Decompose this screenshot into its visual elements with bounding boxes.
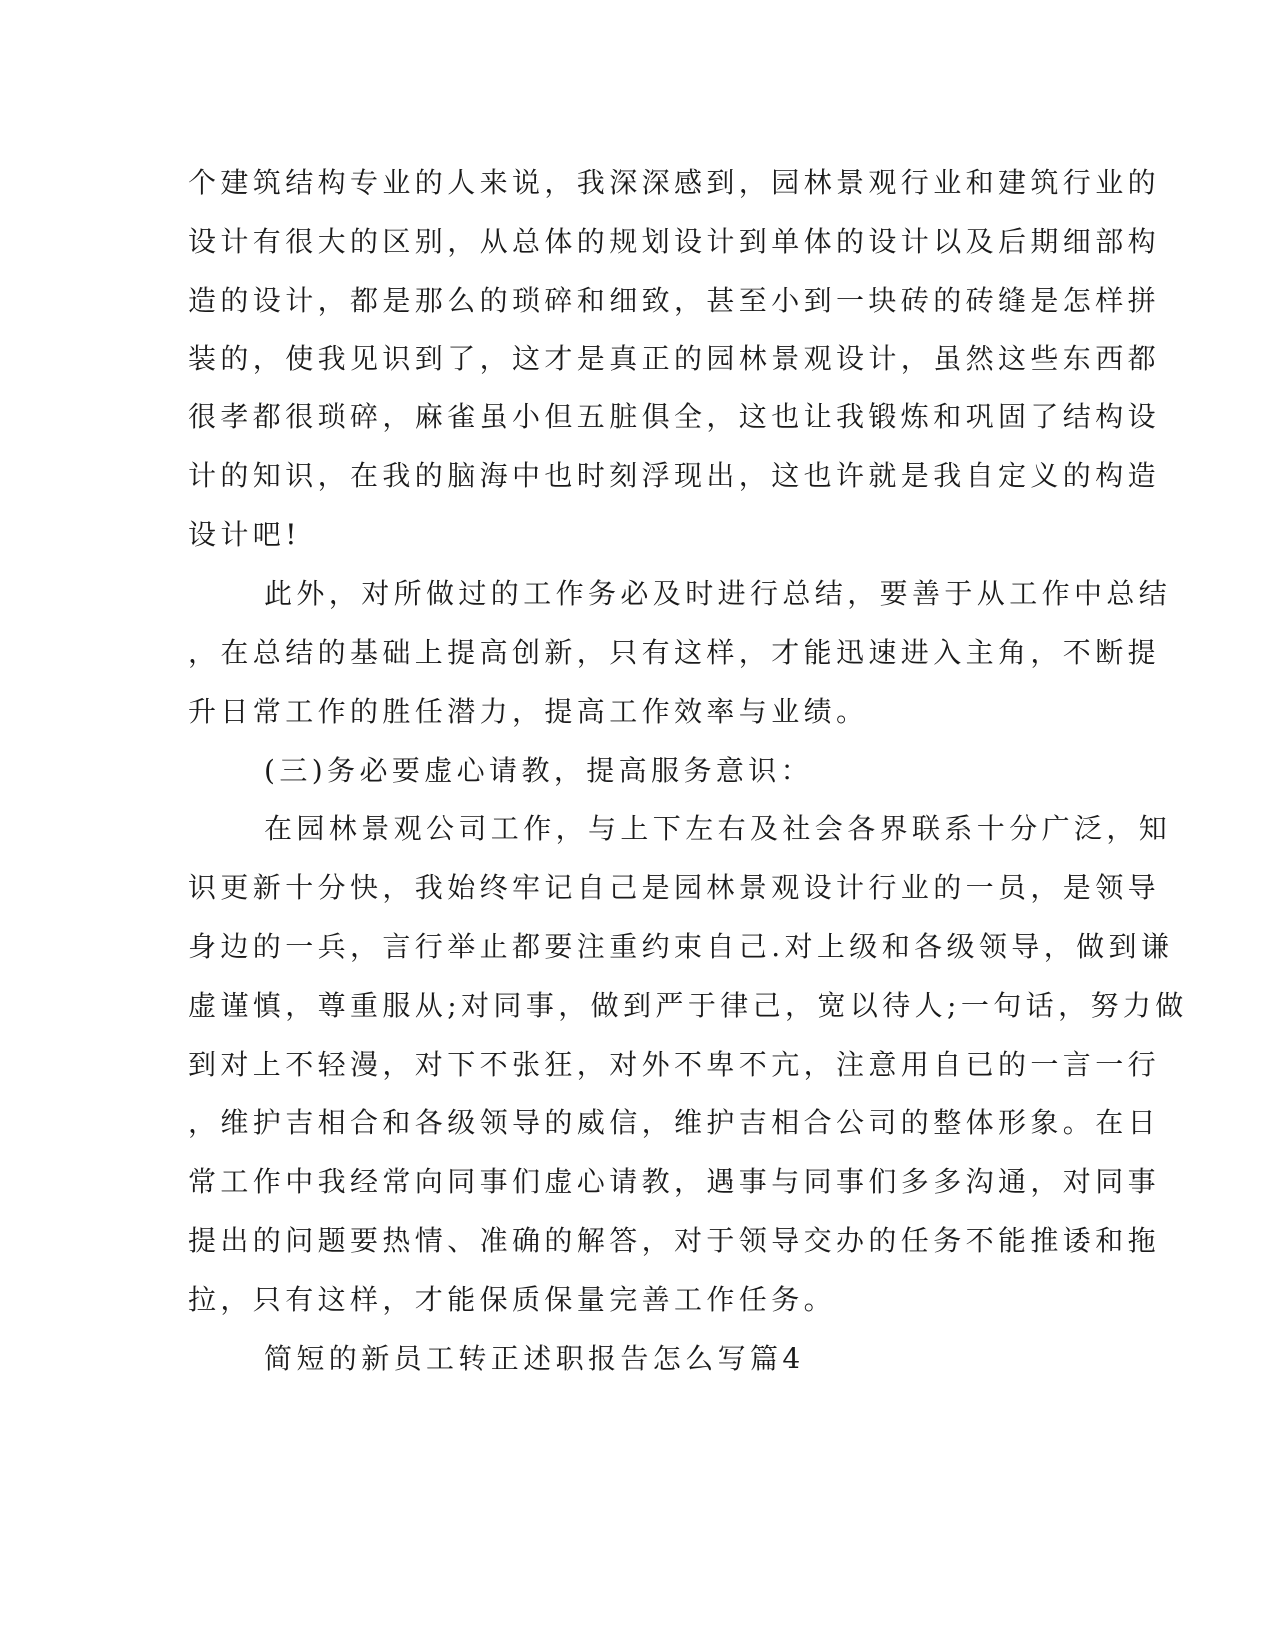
paragraph-4-line-9: 拉，只有这样，才能保质保量完善工作任务。 xyxy=(188,1283,837,1316)
paragraph-1-line-2: 设计有很大的区别，从总体的规划设计到单体的设计以及后期细部构 xyxy=(188,225,1161,258)
paragraph-1-line-1: 个建筑结构专业的人来说，我深深感到，园林景观行业和建筑行业的 xyxy=(188,166,1161,199)
paragraph-4-line-3: 身边的一兵，言行举止都要注重约束自己.对上级和各级领导，做到谦 xyxy=(188,930,1174,963)
paragraph-1-line-6: 计的知识，在我的脑海中也时刻浮现出，这也许就是我自定义的构造 xyxy=(188,459,1161,492)
paragraph-4-line-6: ，维护吉相合和各级领导的威信，维护吉相合公司的整体形象。在日 xyxy=(188,1106,1161,1139)
paragraph-4-line-2: 识更新十分快，我始终牢记自己是园林景观设计行业的一员，是领导 xyxy=(188,871,1161,904)
paragraph-2-line-2: ，在总结的基础上提高创新，只有这样，才能迅速进入主角，不断提 xyxy=(188,636,1161,669)
paragraph-1-line-5: 很孝都很琐碎，麻雀虽小但五脏俱全，这也让我锻炼和巩固了结构设 xyxy=(188,400,1161,433)
paragraph-2-line-1: 此外，对所做过的工作务必及时进行总结，要善于从工作中总结 xyxy=(264,577,1172,610)
paragraph-4-line-4: 虚谨慎，尊重服从;对同事，做到严于律己，宽以待人;一句话，努力做 xyxy=(188,989,1188,1022)
paragraph-4-line-1: 在园林景观公司工作，与上下左右及社会各界联系十分广泛，知 xyxy=(264,812,1172,845)
paragraph-1-line-7: 设计吧! xyxy=(188,518,301,551)
paragraph-4-line-8: 提出的问题要热情、准确的解答，对于领导交办的任务不能推诿和拖 xyxy=(188,1224,1161,1257)
paragraph-1-line-4: 装的，使我见识到了，这才是真正的园林景观设计，虽然这些东西都 xyxy=(188,342,1161,375)
section-title: 简短的新员工转正述职报告怎么写篇4 xyxy=(264,1342,805,1375)
paragraph-4-line-5: 到对上不轻漫，对下不张狂，对外不卑不亢，注意用自已的一言一行 xyxy=(188,1048,1161,1081)
paragraph-2-line-3: 升日常工作的胜任潜力，提高工作效率与业绩。 xyxy=(188,695,869,728)
paragraph-4-line-7: 常工作中我经常向同事们虚心请教，遇事与同事们多多沟通，对同事 xyxy=(188,1165,1161,1198)
section-heading-3: (三)务必要虚心请教，提高服务意识： xyxy=(264,754,814,787)
paragraph-1-line-3: 造的设计，都是那么的琐碎和细致，甚至小到一块砖的砖缝是怎样拼 xyxy=(188,284,1161,317)
